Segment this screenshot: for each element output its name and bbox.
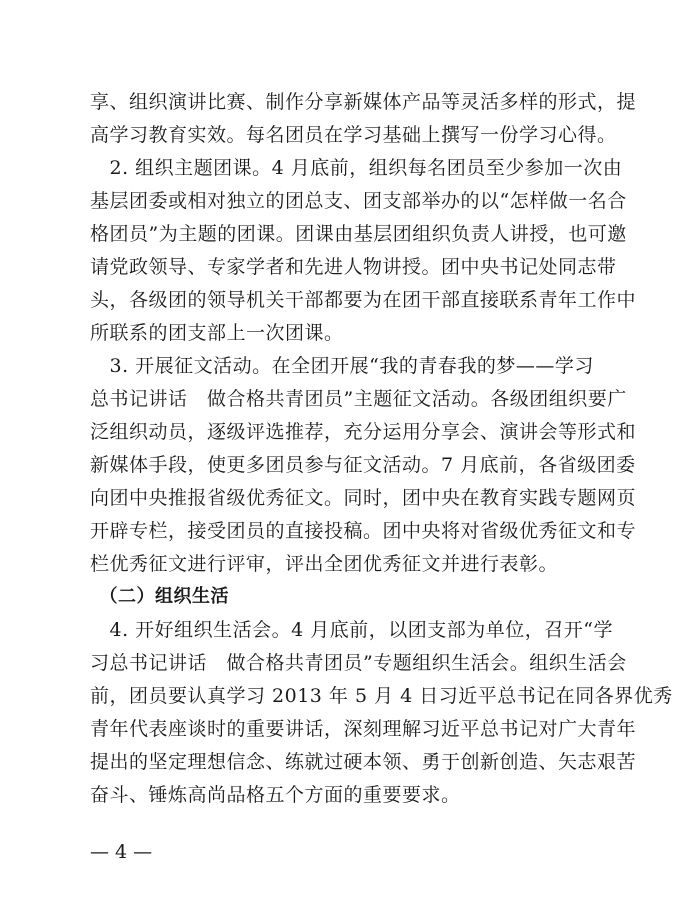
text-line: 前，团员要认真学习 2013 年 5 月 4 日习近平总书记在同各界优秀 (90, 685, 673, 707)
text-line: 向团中央推报省级优秀征文。同时，团中央在教育实践专题网页 (90, 487, 637, 509)
text-line: 3. 开展征文活动。在全团开展“我的青春我的梦——学习 (90, 355, 594, 377)
section-heading: （二）组织生活 (90, 586, 229, 607)
text-line: 2. 组织主题团课。4 月底前，组织每名团员至少参加一次由 (90, 157, 623, 179)
text-line: 高学习教育实效。每名团员在学习基础上撰写一份学习心得。 (90, 124, 617, 146)
text-line: 青年代表座谈时的重要讲话，深刻理解习近平总书记对广大青年 (90, 718, 637, 740)
text-line: 所联系的团支部上一次团课。 (90, 322, 344, 344)
text-line: 开辟专栏，接受团员的直接投稿。团中央将对省级优秀征文和专 (90, 520, 637, 542)
text-line: 总书记讲话 做合格共青团员”主题征文活动。各级团组织要广 (90, 388, 627, 410)
text-line: 新媒体手段，使更多团员参与征文活动。7 月底前，各省级团委 (90, 454, 636, 476)
text-line: 4. 开好组织生活会。4 月底前，以团支部为单位，召开“学 (90, 619, 614, 641)
page-number: — 4 — (90, 841, 153, 863)
text-line: 栏优秀征文进行评审，评出全团优秀征文并进行表彰。 (90, 553, 559, 575)
text-line: 享、组织演讲比赛、制作分享新媒体产品等灵活多样的形式，提 (90, 91, 637, 113)
text-line: 提出的坚定理想信念、练就过硬本领、勇于创新创造、矢志艰苦 (90, 751, 637, 773)
text-line: 泛组织动员，逐级评选推荐，充分运用分享会、演讲会等形式和 (90, 421, 637, 443)
text-line: 基层团委或相对独立的团总支、团支部举办的以“怎样做一名合 (90, 190, 627, 212)
text-line: 格团员”为主题的团课。团课由基层团组织负责人讲授，也可邀 (90, 223, 627, 245)
text-line: 头，各级团的领导机关干部都要为在团干部直接联系青年工作中 (90, 289, 637, 311)
text-line: 请党政领导、专家学者和先进人物讲授。团中央书记处同志带 (90, 256, 617, 278)
text-line: 习总书记讲话 做合格共青团员”专题组织生活会。组织生活会 (90, 652, 627, 674)
text-line: 奋斗、锤炼高尚品格五个方面的重要要求。 (90, 784, 461, 806)
